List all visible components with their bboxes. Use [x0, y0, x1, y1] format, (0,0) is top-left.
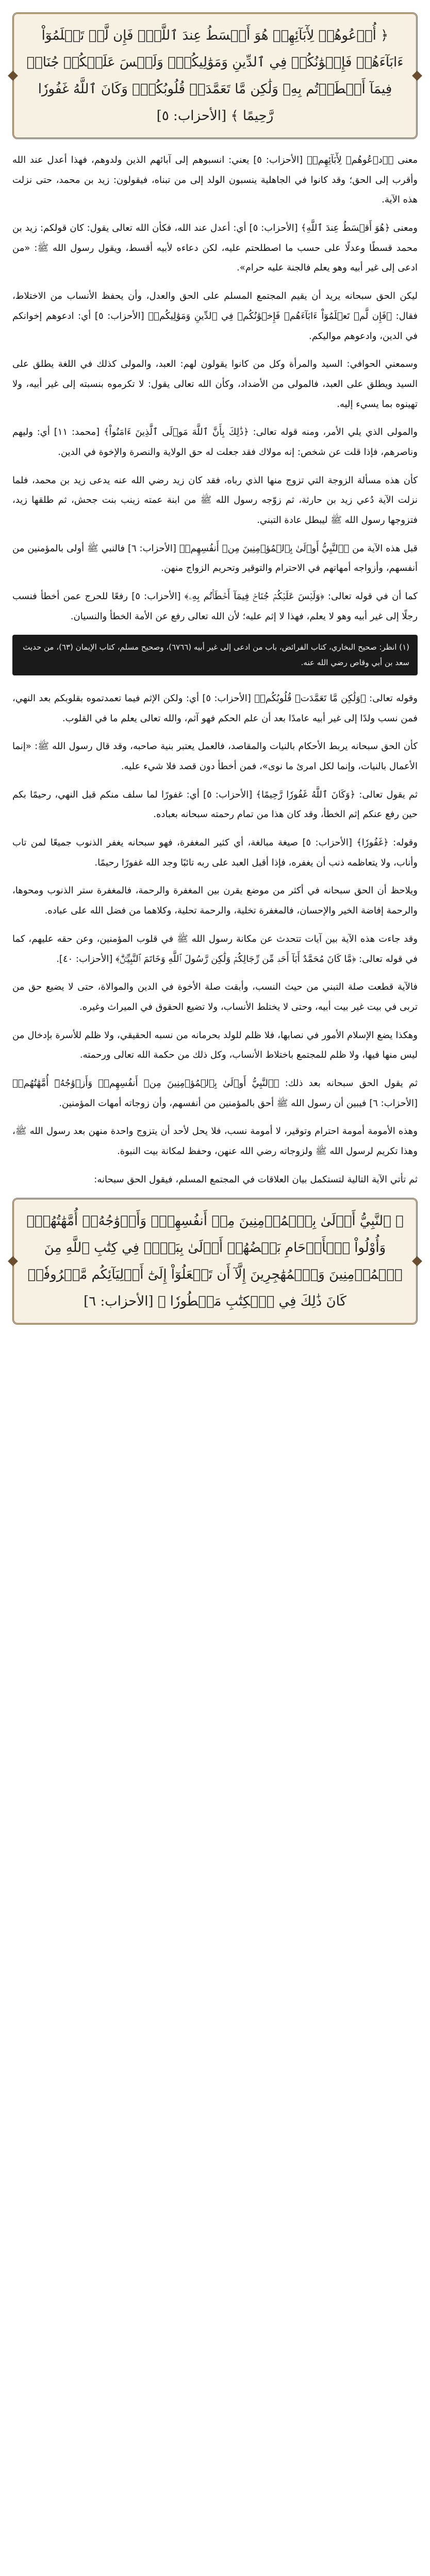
paragraph: ليكن الحق سبحانه يريد أن يقيم المجتمع المسلم على الحق والعدل، وأن يحفظ الأنساب من الاختلاط، فقال: ﴿فَإِن لَّمۡ تَعۡلَمُوٓاْ ءَابَآءَهُمۡ فَإِخۡوَٰنُكُمۡ فِي ٱلدِّينِ وَمَوَٰلِيكُمۡ﴾ [الأحزاب: ٥] أي: ادعوهم إخوانكم في الدين، وادعوهم مواليكم. — [12, 291, 418, 342]
quran-verse-box-top — [12, 12, 418, 139]
paragraph: كأن الحق سبحانه يربط الأحكام بالنيات والمقاصد، فالعمل يعتبر بنية صاحبه، وقد قال رسول الله ﷺ: «إنما الأعمال بالنيات، وإنما لكل امرئ ما نوى»، فمن أخطأ دون قصد فلا شيء عليه. — [12, 741, 418, 772]
footnote-text: (١) انظر: صحيح البخاري، كتاب الفرائض، باب من ادعى إلى غير أبيه (٦٧٦٦)، وصحيح مسلم، كتاب الإيمان (٦٣)، من حديث سعد بن أبي وقاص رضي الله عنه. — [23, 642, 409, 667]
paragraph: كأن هذه مسألة الزوجة التي تزوج منها الذي رباه، فقد كان زيد رضي الله عنه يدعى زيد بن محمد، فلما نزلت الآية دُعي زيد بن حارثة، ثم زوّجه رسول الله ﷺ من ابنة عمته زينب بنت جحش، ثم طلقها زيد، فتزوجها رسول الله ﷺ ليبطل عادة التبني. — [12, 474, 418, 526]
paragraph: وهذه الأمومة أمومة احترام وتوقير، لا أمومة نسب، فلا يحل لأحد أن يتزوج واحدة منهن بعد رسول الله ﷺ، وهذا تكريم لرسول الله ﷺ ولزوجاته رضي الله عنهن، وحفظ لمكانة بيت النبوة. — [12, 1126, 418, 1157]
paragraph: ويلاحظ أن الحق سبحانه في أكثر من موضع يقرن بين المغفرة والرحمة، فالمغفرة ستر الذنوب ومحوها، والرحمة إفاضة الخير والإحسان، فالمغفرة تخلية، والرحمة تحلية، وكلاهما من فضل الله على عباده. — [12, 885, 418, 917]
paragraph: ثم يقول تعالى: ﴿وَكَانَ ٱللَّهُ غَفُورٗا رَّحِيمًا﴾ [الأحزاب: ٥] أي: غفورًا لما سلف منكم قبل النهي، رحيمًا بكم حين رفع عنكم إثم الخطأ، وقد كان هذا من تمام رحمته سبحانه بعباده. — [12, 789, 418, 820]
quran-verse-text: ﴿ أُدۡعُوهُمۡ لِأٓبَآئِهِمۡ هُوَ أَقۡسَطُ عِندَ ٱللَّهِۚ فَإِن لَّمۡ تَعۡلَمُوٓاْ ءَابَآءَهُمۡ فَإِخۡوَٰنُكُمۡ فِي ٱلدِّينِ وَمَوَٰلِيكُمۡۚ وَلَيۡسَ عَلَيۡكُمۡ جُنَاحٞ فِيمَآ أَخۡطَأۡتُم بِهِۦ وَلَٰكِن مَّا تَعَمَّدَتۡ قُلُوبُكُمۡۚ وَكَانَ ٱللَّهُ غَفُورٗا رَّحِيمًا ﴾ [الأحزاب: ٥] — [26, 28, 404, 124]
paragraph: والمولى الذي يلي الأمر، ومنه قوله تعالى: ﴿ذَٰلِكَ بِأَنَّ ٱللَّهَ مَوۡلَى ٱلَّذِينَ ءَامَنُواْ﴾ [محمد: ١١] أي: وليهم وناصرهم، فإذا قلت عن شخص: إنه مولاك فقد جعلت له حق الولاية والنصرة والإخوة في الدين. — [12, 427, 418, 457]
paragraph: قبل هذه الآية من ﴿ٱلنَّبِيُّ أَوۡلَىٰ بِٱلۡمُؤۡمِنِينَ مِنۡ أَنفُسِهِمۡ﴾ [الأحزاب: ٦] فالنبي ﷺ أولى بالمؤمنين من أنفسهم، وأزواجه أمهاتهم في الاحترام والتوقير وتحريم الزواج منهن. — [12, 543, 418, 574]
paragraph: فالآية قطعت صلة التبني من حيث النسب، وأبقت صلة الأخوة في الدين والموالاة، حتى لا يضيع حق من تربى في بيت غير بيت أبيه، وحتى لا يختلط الأنساب، ولا تضيع الحقوق في الميراث وغيره. — [12, 981, 418, 1012]
paragraph: وقوله: ﴿غَفُورٗا﴾ [الأحزاب: ٥] صيغة مبالغة، أي كثير المغفرة، فهو سبحانه يغفر الذنوب جميعًا لمن تاب وأناب، ولا يتعاظمه ذنب أن يغفره، فإذا أقبل العبد على ربه تائبًا وجد الله غفورًا رحيمًا. — [12, 837, 418, 868]
paragraph: وسمعني الحوافي: السيد والمرأة وكل من كانوا يقولون لهم: العبد، والمولى كذلك في اللغة يطلق على السيد ويطلق على العبد، فالمولى من الأضداد، وكأن الله تعالى يقول: لا تكرموه بنسبته إلى غير أبيه، ولا تهينوه بما يسيء إليه. — [12, 359, 418, 410]
paragraph: وقد جاءت هذه الآية بين آيات تتحدث عن مكانة رسول الله ﷺ في قلوب المؤمنين، وعن حقه عليهم، كما في قوله تعالى: ﴿مَّا كَانَ مُحَمَّدٌ أَبَآ أَحَدٖ مِّن رِّجَالِكُمۡ وَلَٰكِن رَّسُولَ ٱللَّهِ وَخَاتَمَ ٱلنَّبِيِّـۧنَۗ﴾ [الأحزاب: ٤٠]. — [12, 933, 418, 964]
paragraph: معنى ﴿ٱدۡعُوهُمۡ لِأٓبَآئِهِمۡ﴾ [الأحزاب: ٥] يعني: انسبوهم إلى آبائهم الذين ولدوهم، فهذا أعدل عند الله وأقرب إلى الحق؛ وقد كانوا في الجاهلية ينسبون الولد إلى من تبناه، فيقولون: زيد بن محمد، حتى نزلت هذه الآية. — [12, 155, 418, 206]
paragraph: ومعنى ﴿هُوَ أَقۡسَطُ عِندَ ٱللَّهِ﴾ [الأحزاب: ٥] أي: أعدل عند الله، فكأن الله تعالى يقول: كان قولكم: زيد بن محمد قسطًا وعدلًا على حسب ما اصطلحتم عليه، لكن دعاءه لأبيه أقسط، ويقول رسول الله ﷺ: «من ادعى إلى غير أبيه وهو يعلم فالجنة عليه حرام». — [12, 223, 418, 274]
quran-verse-text: ﴿ ٱلنَّبِيُّ أَوۡلَىٰ بِٱلۡمُؤۡمِنِينَ مِنۡ أَنفُسِهِمۡۖ وَأَزۡوَٰجُهُۥٓ أُمَّهَٰتُهُمۡۗ وَأُوْلُواْ ٱلۡأَرۡحَامِ بَعۡضُهُمۡ أَوۡلَىٰ بِبَعۡضٖ فِي كِتَٰبِ ٱللَّهِ مِنَ ٱلۡمُؤۡمِنِينَ وَٱلۡمُهَٰجِرِينَ إِلَّآ أَن تَفۡعَلُوٓاْ إِلَىٰٓ أَوۡلِيَآئِكُم مَّعۡرُوفٗاۚ كَانَ ذَٰلِكَ فِي ٱلۡكِتَٰبِ مَسۡطُورٗا ﴾ [الأحزاب: ٦] — [26, 1213, 404, 1310]
paragraph: وهكذا يضع الإسلام الأمور في نصابها، فلا ظلم للولد بحرمانه من نسبه الحقيقي، ولا ظلم للأسرة بإدخال من ليس منها فيها، ولا ظلم للمجتمع باختلاط الأنساب، وكل ذلك من حكمة الله تعالى ورحمته. — [12, 1029, 418, 1061]
paragraph: كما أن في قوله تعالى: ﴿وَلَيۡسَ عَلَيۡكُمۡ جُنَاحٞ فِيمَآ أَخۡطَأۡتُم بِهِۦ﴾ [الأحزاب: ٥] رفعًا للحرج عمن أخطأ فنسب رجلًا إلى غير أبيه وهو لا يعلم، فهذا لا إثم عليه؛ لأن الله تعالى رفع عن الأمة الخطأ والنسيان. — [12, 591, 418, 622]
footnote-band — [12, 635, 418, 675]
paragraph: ثم تأتي الآية التالية لتستكمل بيان العلاقات في المجتمع المسلم، فيقول الحق سبحانه: — [94, 1174, 418, 1185]
paragraph: ثم يقول الحق سبحانه بعد ذلك: ﴿ٱلنَّبِيُّ أَوۡلَىٰ بِٱلۡمُؤۡمِنِينَ مِنۡ أَنفُسِهِمۡۖ وَأَزۡوَٰجُهُۥٓ أُمَّهَٰتُهُمۡ﴾ [الأحزاب: ٦] فيبين أن رسول الله ﷺ أحق بالمؤمنين من أنفسهم، وأن زوجاته أمهات المؤمنين. — [12, 1077, 418, 1109]
paragraph: وقوله تعالى: ﴿وَلَٰكِن مَّا تَعَمَّدَتۡ قُلُوبُكُمۡ﴾ [الأحزاب: ٥] أي: ولكن الإثم فيما تعمدتموه بقلوبكم بعد النهي، فمن نسب ولدًا إلى غير أبيه عامدًا بعد أن علم الحكم فهو آثم، والله تعالى يعلم ما في القلوب. — [12, 692, 418, 724]
quran-verse-box-bottom — [12, 1198, 418, 1325]
